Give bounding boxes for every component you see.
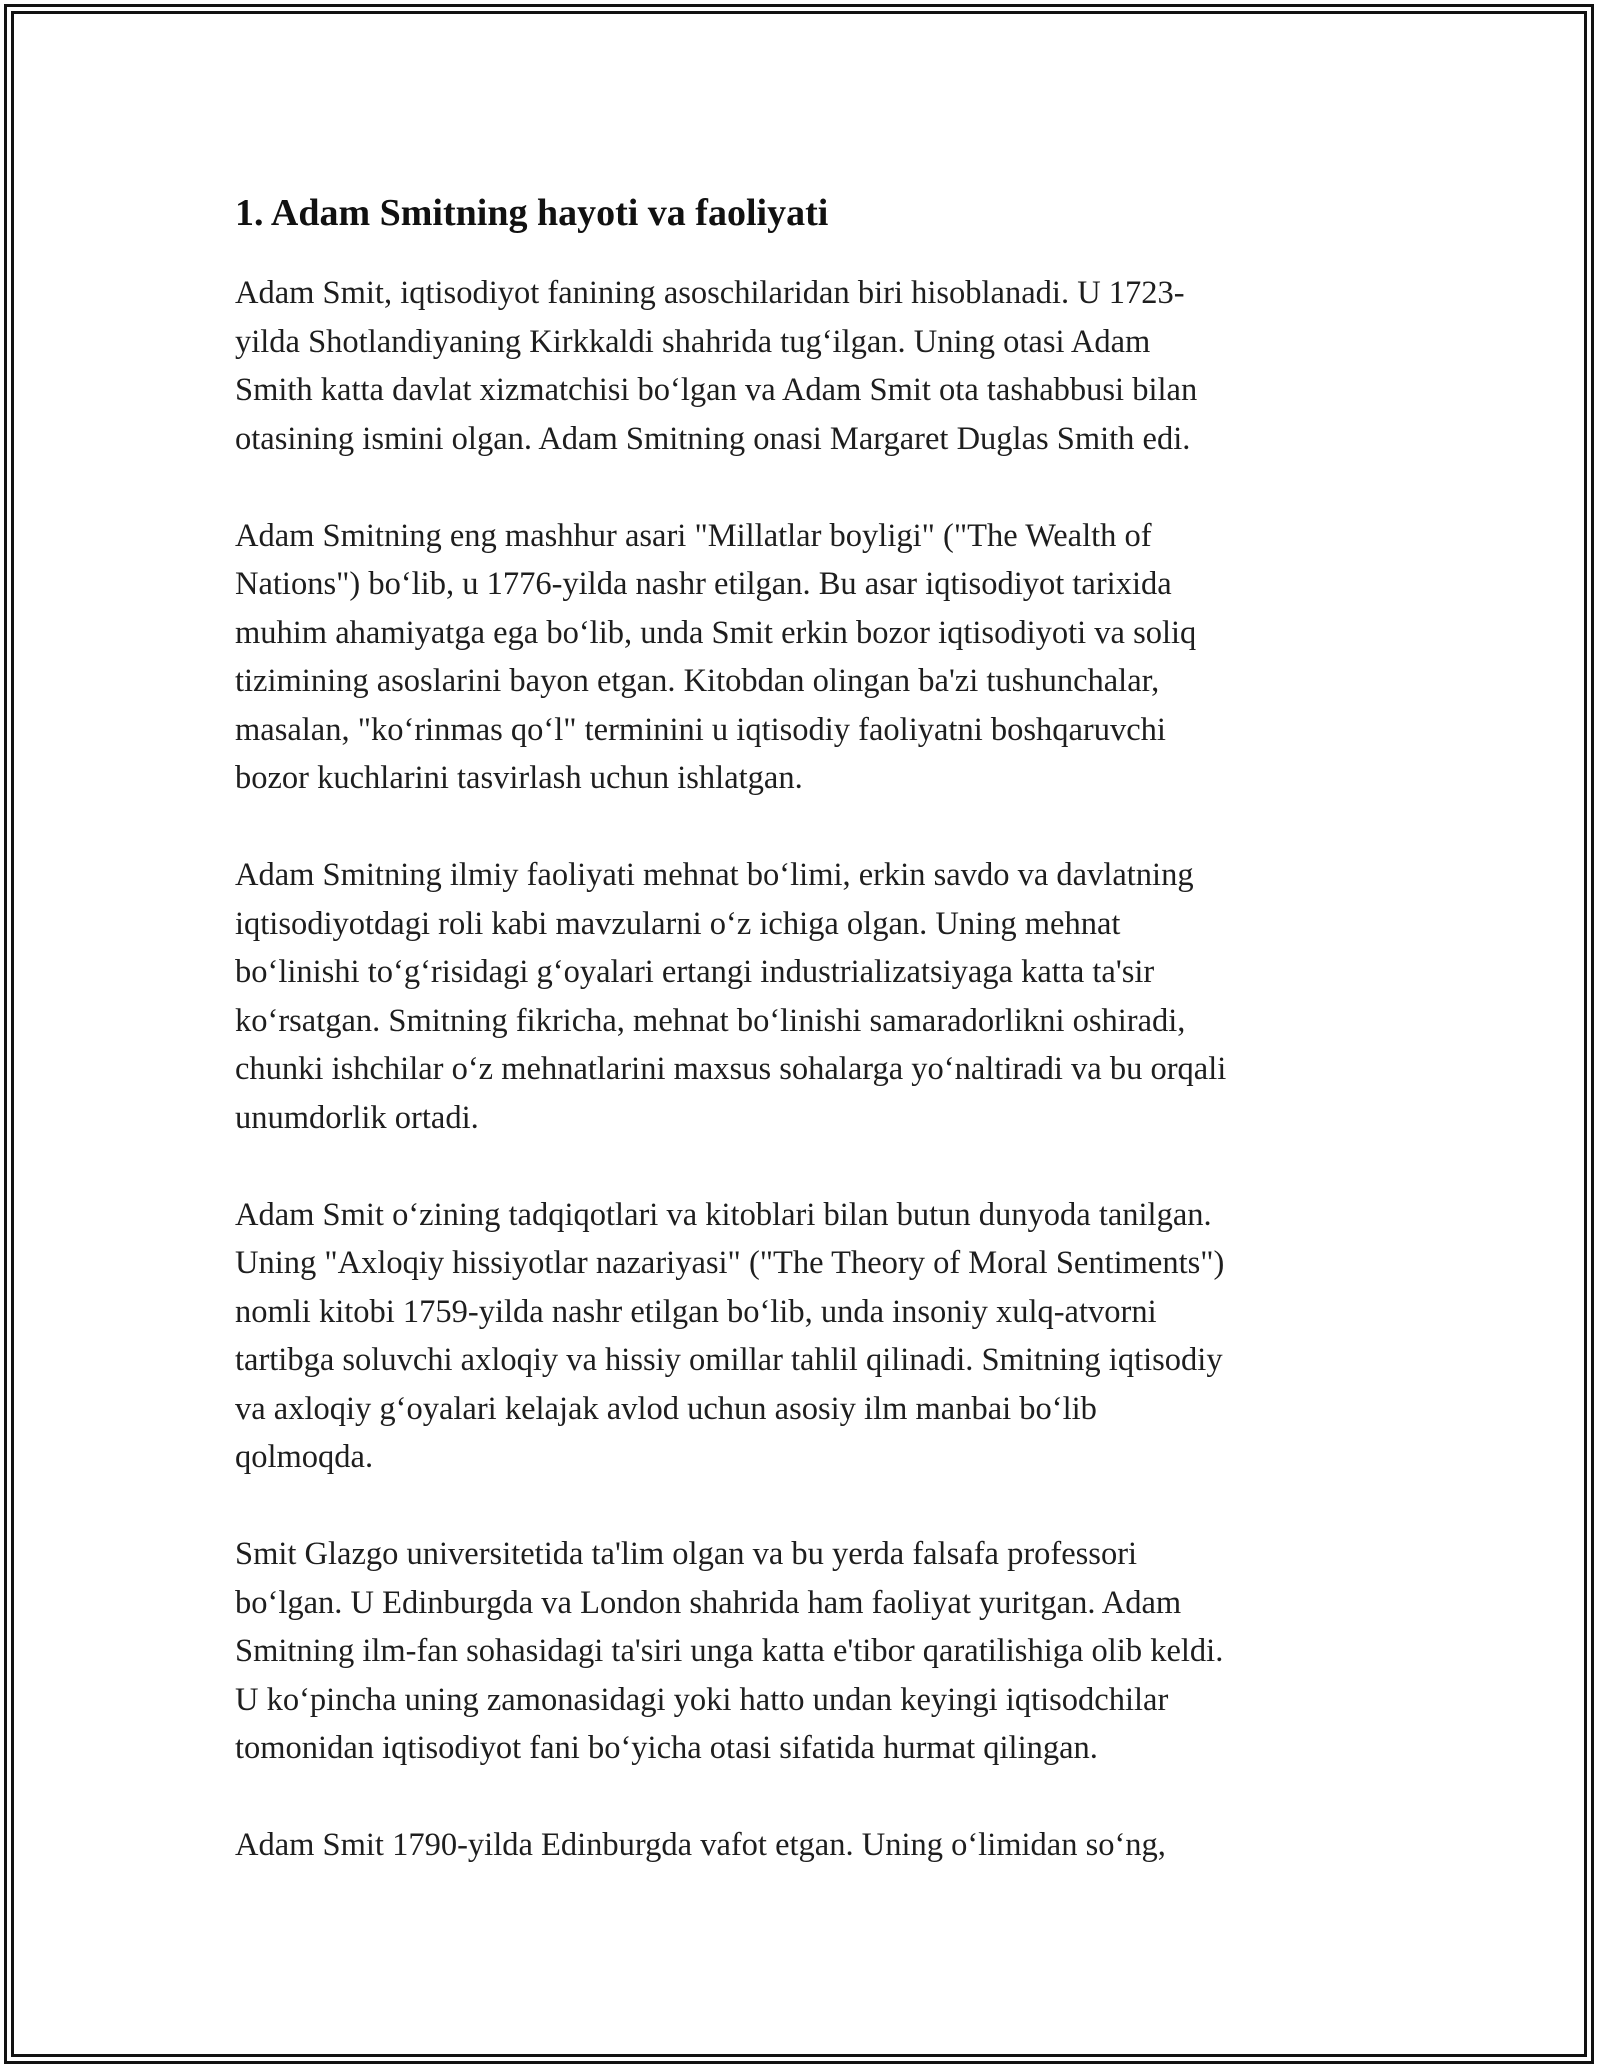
text-line: muhim ahamiyatga ega bo‘lib, unda Smit erkin bozor iqtisodiyoti va soliq <box>235 614 1197 651</box>
text-line: bo‘lgan. U Edinburgda va London shahrida ham faoliyat yuritgan. Adam <box>235 1584 1182 1621</box>
text-line: Nations") bo‘lib, u 1776-yilda nashr etilgan. Bu asar iqtisodiyot tarixida <box>235 566 1172 602</box>
section-heading: 1. Adam Smitning hayoti va faoliyati <box>235 192 829 234</box>
text-line: Adam Smit, iqtisodiyot fanining asoschilaridan biri hisoblanadi. U 1723- <box>235 275 1185 311</box>
text-line: Smith katta davlat xizmatchisi bo‘lgan va Adam Smit ota tashabbusi bilan <box>235 372 1198 408</box>
text-line: qolmoqda. <box>235 1439 374 1475</box>
text-line: tartibga soluvchi axloqiy va hissiy omillar tahlil qilinadi. Smitning iqtisodiy <box>235 1342 1223 1378</box>
text-line: Smitning ilm-fan sohasidagi ta'siri unga katta e'tibor qaratilishiga olib keldi. <box>235 1633 1224 1669</box>
text-line: Smit Glazgo universitetida ta'lim olgan va bu yerda falsafa professori <box>235 1536 1138 1572</box>
text-line: nomli kitobi 1759-yilda nashr etilgan bo‘lib, unda insoniy xulq-atvorni <box>235 1293 1157 1330</box>
text-line: bozor kuchlarini tasvirlash uchun ishlatgan. <box>235 760 803 796</box>
text-line: yilda Shotlandiyaning Kirkkaldi shahrida tug‘ilgan. Uning otasi Adam <box>235 323 1151 360</box>
paragraph-division-of-labor <box>235 851 1365 1142</box>
document-page <box>235 185 1365 1918</box>
text-line: otasining ismini olgan. Adam Smitning onasi Margaret Duglas Smith edi. <box>235 420 1191 457</box>
text-line: tizimining asoslarini bayon etgan. Kitobdan olingan ba'zi tushunchalar, <box>235 663 1160 699</box>
paragraph-moral-sentiments <box>235 1191 1365 1482</box>
text-line: Uning "Axloqiy hissiyotlar nazariyasi" ("The Theory of Moral Sentiments") <box>235 1245 1225 1281</box>
text-line: bo‘linishi to‘g‘risidagi g‘oyalari ertangi industrializatsiyaga katta ta'sir <box>235 954 1155 990</box>
text-line: unumdorlik ortadi. <box>235 1099 479 1136</box>
text-line: Adam Smitning eng mashhur asari "Millatlar boyligi" ("The Wealth of <box>235 517 1152 554</box>
paragraph-birth <box>235 269 1365 463</box>
paragraph-wealth-of-nations <box>235 512 1365 803</box>
text-line: Adam Smit o‘zining tadqiqotlari va kitoblari bilan butun dunyoda tanilgan. <box>235 1196 1212 1233</box>
text-line: va axloqiy g‘oyalari kelajak avlod uchun asosiy ilm manbai bo‘lib <box>235 1390 1097 1427</box>
text-line: ko‘rsatgan. Smitning fikricha, mehnat bo‘linishi samaradorlikni oshiradi, <box>235 1002 1186 1039</box>
paragraph-glasgow <box>235 1530 1365 1773</box>
text-line: chunki ishchilar o‘z mehnatlarini maxsus sohalarga yo‘naltiradi va bu orqali <box>235 1051 1227 1087</box>
paragraph-death <box>235 1821 1365 1870</box>
text-line: U ko‘pincha uning zamonasidagi yoki hatto undan keyingi iqtisodchilar <box>235 1681 1169 1718</box>
text-line: iqtisodiyotdagi roli kabi mavzularni o‘z ichiga olgan. Uning mehnat <box>235 905 1121 942</box>
text-line: tomonidan iqtisodiyot fani bo‘yicha otasi sifatida hurmat qilingan. <box>235 1730 1098 1766</box>
text-line: masalan, "ko‘rinmas qo‘l" terminini u iqtisodiy faoliyatni boshqaruvchi <box>235 711 1166 748</box>
text-line: Adam Smitning ilmiy faoliyati mehnat bo‘limi, erkin savdo va davlatning <box>235 857 1194 893</box>
text-line: Adam Smit 1790-yilda Edinburgda vafot etgan. Uning o‘limidan so‘ng, <box>235 1827 1166 1863</box>
